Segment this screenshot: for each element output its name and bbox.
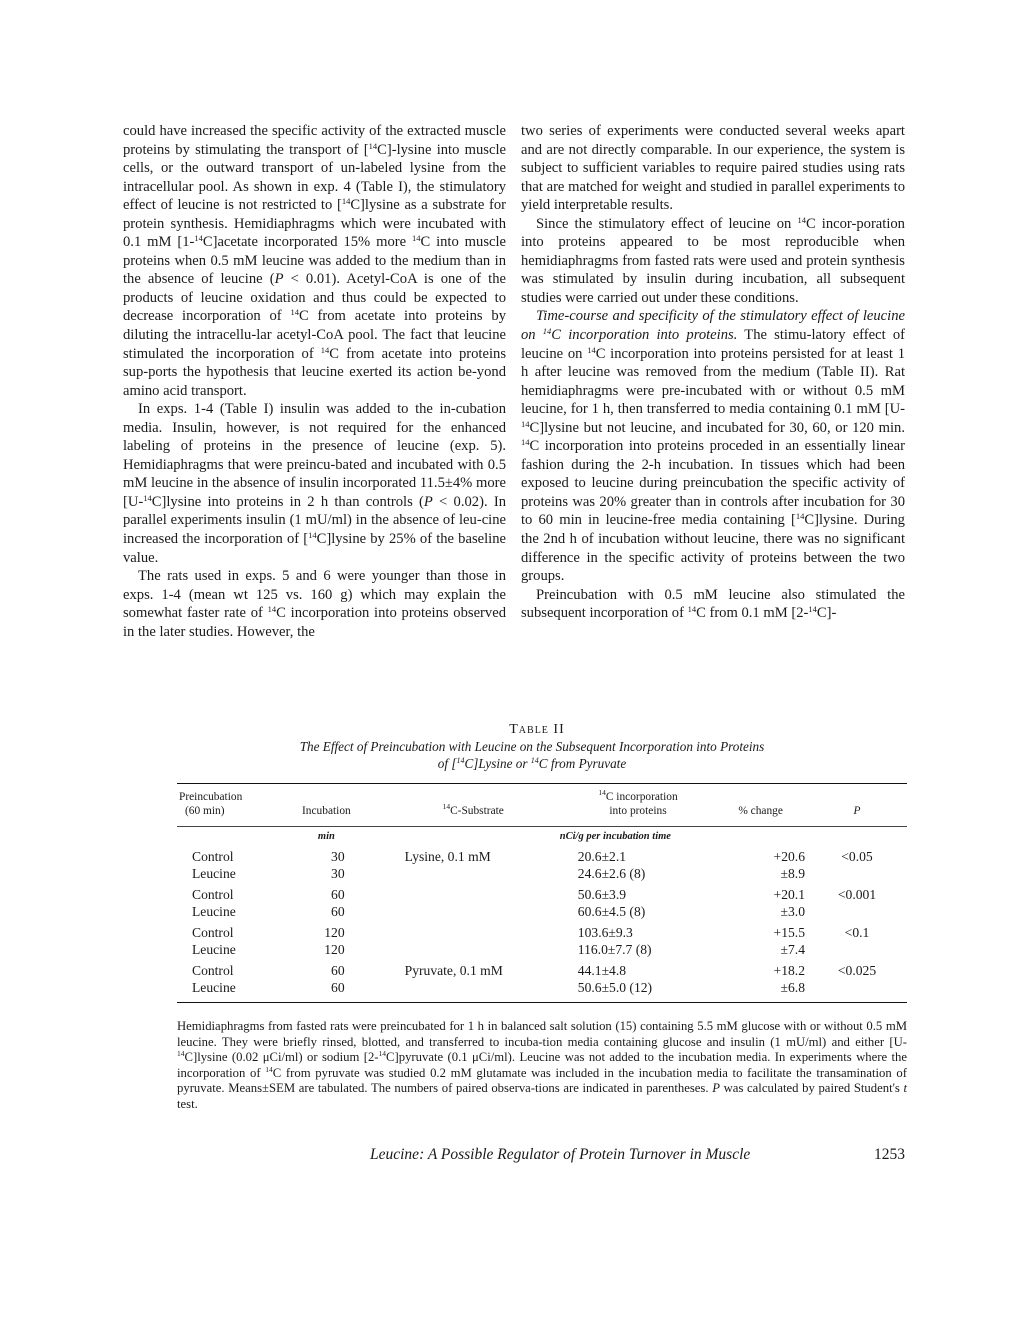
title-text: C from Pyruvate	[538, 756, 627, 771]
isotope-superscript: 14	[587, 344, 596, 355]
table-caption	[177, 722, 907, 772]
incubation-cell: 60	[331, 903, 345, 919]
isotope-superscript: 14	[194, 233, 203, 244]
italic-text: t	[903, 1081, 908, 1095]
isotope-superscript: 14	[308, 530, 317, 541]
paragraph	[521, 307, 905, 585]
p-value-cell	[807, 866, 907, 883]
isotope-superscript: 14	[797, 214, 806, 225]
text-run: C incorporation into proteins observed in the later studies. However, the	[123, 605, 506, 640]
text-run: < 0.01). Acetyl-CoA is one of the products of leucine oxidation and thus could be expected to decrease incorporation of	[123, 271, 506, 325]
incorporation-cell: 50.6±3.9	[577, 887, 627, 902]
text-run: In exps. 1-4 (Table I) insulin was added to the in-cubation media. Insulin, however, is not required for the enhanced labeling of proteins in the presence of leucine (exp. 5). Hemidiaphragms that were preincu-bated and incubated with 0.5 mM leucine in the absence of insulin incorporated 11.5±4% more [U-	[123, 401, 506, 510]
text-run: C from 0.1 mM [2-	[696, 605, 809, 622]
table-units-row	[177, 827, 907, 845]
text-run: C from acetate into proteins sup-ports the hypothesis that leucine exerted its action be-yond amino acid transport.	[123, 345, 506, 399]
text-run: C]lysine (0.02 μCi/ml) or sodium [2-	[184, 1050, 379, 1064]
preincubation-cell: Leucine	[192, 865, 236, 881]
p-value-cell: <0.1	[844, 925, 870, 940]
percent-change-cell: ±7.4	[780, 941, 805, 957]
incorporation-cell: 50.6±5.0 (12)	[560, 980, 716, 1003]
percent-change-cell: ±3.0	[780, 903, 805, 919]
isotope-superscript: 14	[368, 140, 378, 151]
p-value-cell	[807, 942, 907, 959]
percent-change-cell: ±8.9	[780, 865, 805, 881]
table-row	[177, 882, 907, 904]
isotope-superscript: 14	[143, 492, 152, 503]
paragraph	[521, 586, 905, 623]
italic-text: C incorporation into proteins.	[551, 327, 738, 344]
isotope-superscript: 14	[411, 233, 421, 244]
text-run: C]lysine as a substrate for protein synthesis. Hemidiaphragms which were incubated with 0.1 mM [1-	[123, 197, 506, 251]
text-run: C from acetate into proteins by diluting the intracellu-lar acetyl-CoA pool. The fact that leucine stimulated the incorporation of	[123, 308, 506, 362]
paragraph	[123, 567, 506, 641]
text-run: C incorporation into proteins persisted for at least 1 h after leucine was removed from the medium (Table II). Rat hemidiaphragms were pre-incubated with or without 0.5 mM leucine, for 1 h, then transferred to media containing 0.1 mM [U-	[521, 345, 906, 418]
preincubation-cell: Leucine	[192, 903, 236, 919]
text-run: C]-lysine into muscle cells, or the outward transport of un-labeled lysine from the intracellular pool. As shown in exp. 4 (Table I), the stimulatory effect of leucine is not restricted to [	[123, 141, 506, 214]
percent-change-cell: +20.1	[773, 887, 805, 902]
percent-change-cell: +15.5	[773, 925, 805, 940]
isotope-superscript: 14	[795, 511, 805, 522]
preincubation-cell: Leucine	[177, 980, 266, 1003]
italic-text: P	[274, 271, 284, 288]
substrate-cell	[387, 920, 560, 942]
header-p-value: P	[807, 784, 907, 827]
preincubation-cell: Control	[192, 887, 234, 902]
text-run: C incorporation into proteins proceded in an essentially linear fashion during the 2-h incubation. In tissues which had been exposed to leucine during preincubation the specific activity of proteins was 20% greater than in controls after incubation for 30 to 60 min in leucine-free media containing [	[521, 438, 905, 529]
header-incorporation	[560, 784, 716, 827]
isotope-superscript: 14	[530, 756, 539, 765]
p-value-cell: <0.001	[837, 887, 877, 902]
text-run: C into muscle proteins when 0.5 mM leucine was added to the medium than in the absence of leucine (	[123, 234, 507, 288]
italic-text: P	[712, 1081, 720, 1095]
table-header-row	[177, 784, 907, 827]
table-row	[177, 920, 907, 942]
isotope-superscript: 14	[341, 196, 351, 207]
percent-change-cell: +20.6	[773, 849, 805, 864]
table-row	[177, 942, 907, 959]
incubation-cell: 120	[324, 925, 345, 940]
p-value-cell: <0.05	[841, 849, 873, 864]
table-label: Table II	[509, 722, 565, 737]
text-run: two series of experiments were conducted several weeks apart and are not directly comparable. In our experience, the system is subject to sufficient variables to require paired studies using rats that are matched for weight and studied in parallel experiments to yield interpretable results.	[521, 123, 905, 214]
isotope-superscript: 14	[320, 344, 330, 355]
isotope-superscript: 14	[378, 1049, 387, 1058]
isotope-superscript: 14	[521, 418, 530, 429]
table-row	[177, 904, 907, 921]
substrate-cell	[387, 980, 560, 1003]
substrate-cell	[387, 904, 560, 921]
isotope-superscript: 14	[542, 326, 552, 337]
substrate-cell: Lysine, 0.1 mM	[404, 849, 491, 864]
percent-change-cell: +18.2	[773, 963, 805, 978]
p-value-cell	[807, 980, 907, 1003]
paragraph	[123, 400, 506, 567]
incubation-cell: 30	[331, 865, 345, 881]
data-table	[177, 783, 907, 1003]
text-run: C]-	[816, 605, 837, 622]
p-value-cell	[807, 904, 907, 921]
header-substrate	[387, 784, 560, 827]
header-text: into proteins	[609, 805, 667, 817]
paragraph	[521, 215, 905, 308]
text-run: < 0.02). In parallel experiments insulin (1 mU/ml) in the absence of leu-cine increased the incorporation of [	[123, 493, 506, 548]
table-title-line-1: The Effect of Preincubation with Leucine on the Subsequent Incorporation into Proteins	[299, 739, 765, 754]
paragraph	[521, 122, 905, 215]
isotope-superscript: 14	[598, 788, 606, 797]
preincubation-cell: Leucine	[192, 941, 236, 957]
text-run: test.	[177, 1096, 198, 1111]
text-run: The rats used in exps. 5 and 6 were younger than those in exps. 1-4 (mean wt 125 vs. 160 g) which may explain the somewhat faster rate of	[123, 568, 506, 622]
isotope-superscript: 14	[267, 604, 277, 615]
header-incubation: Incubation	[266, 784, 387, 827]
header-preincubation	[177, 784, 266, 827]
left-column	[123, 122, 506, 641]
title-text: of [	[437, 756, 457, 771]
substrate-cell: Pyruvate, 0.1 mM	[404, 963, 503, 978]
units-incorporation: nCi/g per incubation time	[559, 831, 671, 842]
isotope-superscript: 14	[442, 802, 451, 811]
incorporation-cell: 103.6±9.3	[577, 925, 633, 940]
isotope-superscript: 14	[687, 604, 697, 615]
text-run: Since the stimulatory effect of leucine on	[536, 215, 798, 232]
incorporation-cell: 20.6±2.1	[577, 849, 627, 864]
text-run: C from pyruvate was studied 0.2 mM glutamate was included in the incubation media to facilitate the transamination of pyruvate. Means±SEM are tabulated. The numbers of paired observa-tions are indicated in parentheses.	[177, 1065, 907, 1095]
text-run: Hemidiaphragms from fasted rats were preincubated for 1 h in balanced salt solution (15) containing 5.5 mM glucose with or without 0.5 mM leucine. They were briefly rinsed, blotted, and transferred to incuba-tion media containing glucose and insulin (1 mU/ml) and either [U-	[177, 1019, 907, 1049]
isotope-superscript: 14	[177, 1049, 185, 1058]
text-run: was calculated by paired Student's	[719, 1081, 904, 1095]
p-value-cell: <0.025	[837, 963, 877, 978]
italic-text: Time-course and specificity of the stimulatory effect of leucine on	[521, 308, 905, 344]
isotope-superscript: 14	[265, 1064, 273, 1074]
isotope-superscript: 14	[290, 307, 299, 318]
text-run: C incor-poration into proteins appeared to be most reproducible when hemidiaphragms from fasted rats were used and protein synthesis was stimulated by insulin during incubation, all subsequent studies were carried out under these conditions.	[521, 215, 905, 306]
text-run: C]lysine but not leucine, and incubated for 30, 60, or 120 min.	[529, 419, 905, 436]
substrate-cell	[387, 942, 560, 959]
title-text: C]Lysine or	[464, 756, 531, 771]
incubation-cell: 60	[331, 887, 345, 902]
units-incubation: min	[317, 831, 335, 842]
text-run: could have increased the specific activity of the extracted muscle proteins by stimulating the transport of [	[123, 123, 506, 158]
table-body	[177, 844, 907, 1003]
incubation-cell: 60	[331, 963, 345, 978]
table-row	[177, 844, 907, 866]
running-title: Leucine: A Possible Regulator of Protein Turnover in Muscle	[370, 1146, 751, 1163]
incubation-cell: 30	[331, 849, 345, 864]
text-run: C]lysine into proteins in 2 h than controls (	[151, 493, 424, 510]
incubation-cell: 120	[324, 941, 345, 957]
paragraph	[123, 122, 506, 400]
table-title-line-2	[167, 755, 897, 772]
text-run: C]acetate incorporated 15% more	[202, 234, 412, 251]
table-title	[167, 738, 897, 772]
header-text: C incorporation	[605, 791, 678, 803]
header-text: C-Substrate	[450, 805, 504, 817]
table-row	[177, 866, 907, 883]
incorporation-cell: 44.1±4.8	[577, 963, 627, 978]
isotope-superscript: 14	[521, 437, 530, 448]
preincubation-cell: Control	[192, 963, 234, 978]
italic-text: P	[423, 493, 433, 510]
incorporation-cell: 24.6±2.6 (8)	[577, 865, 646, 881]
incorporation-cell: 60.6±4.5 (8)	[577, 903, 646, 919]
table-footnote	[177, 1019, 907, 1112]
header-text: Preincubation	[179, 791, 243, 803]
header-percent-change: % change	[716, 784, 807, 827]
text-run: Preincubation with 0.5 mM leucine also stimulated the subsequent incorporation of	[521, 586, 905, 622]
substrate-cell	[387, 882, 560, 904]
incubation-cell: 60	[266, 980, 387, 1003]
preincubation-cell: Control	[192, 849, 234, 864]
table-row	[177, 980, 907, 1003]
incorporation-cell: 116.0±7.7 (8)	[577, 941, 652, 957]
isotope-superscript: 14	[808, 604, 817, 615]
header-text: (60 min)	[185, 805, 225, 817]
preincubation-cell: Control	[192, 925, 234, 940]
text-run: C]lysine by 25% of the baseline value.	[123, 531, 506, 566]
substrate-cell	[387, 866, 560, 883]
page-number: 1253	[874, 1146, 905, 1163]
percent-change-cell: ±6.8	[716, 980, 807, 1003]
text-run: C]lysine. During the 2nd h of incubation without leucine, there was no significant difference in the specific activity of proteins between the two groups.	[521, 512, 905, 585]
text-run: C]pyruvate (0.1 μCi/ml). Leucine was not added to the incubation media. In experiments where the incorporation of	[177, 1050, 907, 1080]
text-run: The stimu-latory effect of leucine on	[521, 327, 905, 362]
isotope-superscript: 14	[456, 756, 465, 765]
right-column	[521, 122, 905, 623]
table-row	[177, 958, 907, 980]
